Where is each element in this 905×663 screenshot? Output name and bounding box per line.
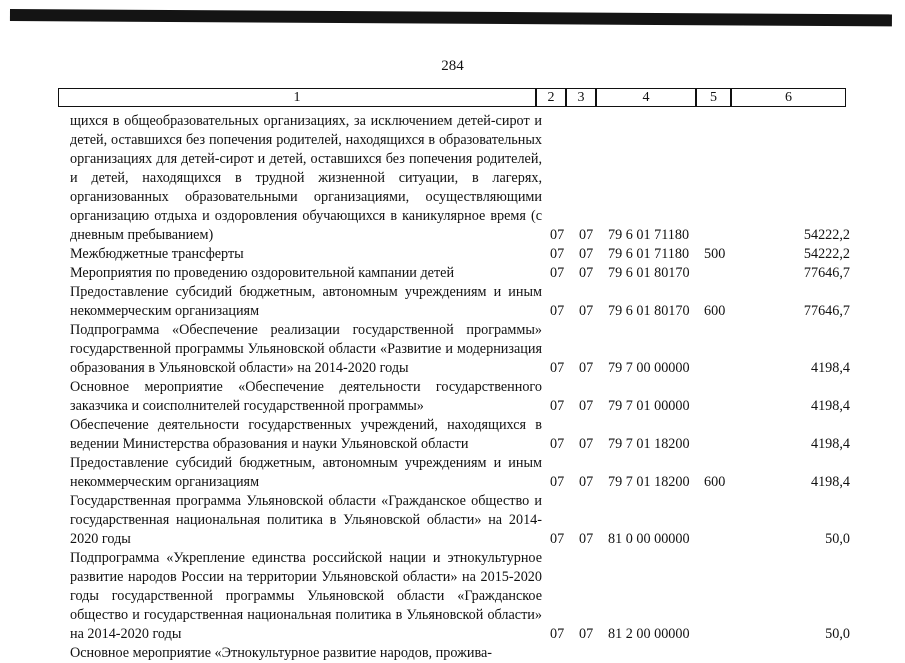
row-target-code: 79 6 01 80170	[608, 265, 690, 281]
row-section: 07	[550, 360, 565, 376]
header-col-6: 6	[731, 88, 846, 107]
row-description: Государственная программа Ульяновской области «Гражданское общество и государственная национальная политика в Ульяновской области» на 2014-2020 годы	[70, 493, 542, 547]
page-number: 284	[441, 58, 464, 74]
row-target-code: 79 6 01 71180	[608, 227, 690, 243]
row-subsection: 07	[579, 436, 594, 452]
table-row	[70, 321, 905, 378]
table-row	[70, 112, 905, 245]
row-amount: 4198,4	[810, 474, 850, 490]
row-subsection: 07	[579, 474, 594, 490]
row-section: 07	[550, 531, 565, 547]
row-subsection: 07	[579, 246, 594, 262]
table-row	[70, 454, 905, 492]
header-col-4: 4	[596, 88, 696, 107]
row-target-code: 81 2 00 00000	[608, 626, 690, 642]
row-section: 07	[550, 246, 565, 262]
row-description: Предоставление субсидий бюджетным, автономным учреждениям и иным некоммерческим организациям	[70, 455, 542, 490]
row-section: 07	[550, 303, 565, 319]
row-expense-type: 500	[704, 246, 726, 262]
header-col-3: 3	[566, 88, 596, 107]
table-row	[70, 245, 905, 264]
row-description: Основное мероприятие «Обеспечение деятельности государственного заказчика и соисполнителей государственной программы»	[70, 379, 542, 414]
row-description: Межбюджетные трансферты	[70, 246, 244, 262]
row-target-code: 79 6 01 80170	[608, 303, 690, 319]
table-row	[70, 492, 905, 549]
row-amount: 77646,7	[803, 303, 850, 319]
row-subsection: 07	[579, 227, 594, 243]
row-subsection: 07	[579, 360, 594, 376]
row-target-code: 81 0 00 00000	[608, 531, 690, 547]
row-subsection: 07	[579, 398, 594, 414]
row-section: 07	[550, 474, 565, 490]
budget-table	[70, 112, 905, 663]
table-row	[70, 416, 905, 454]
row-section: 07	[550, 265, 565, 281]
row-amount: 54222,2	[803, 246, 850, 262]
row-amount: 4198,4	[810, 360, 850, 376]
row-description: Основное мероприятие «Этнокультурное развитие народов, прожива-	[70, 645, 493, 661]
header-col-2: 2	[536, 88, 566, 107]
row-description: щихся в общеобразовательных организациях, за исключением детей-сирот и детей, оставшихся без попечения родителей, находящихся в образовательных организациях для детей-сирот и детей, оставшихся без попечения родителей, и детей, находящихся в трудной жизненной ситуации, в лагерях, организованных образовательными организациями, осуществляющими организацию отдыха и оздоровления обучающихся в каникулярное время (с дневным пребыванием)	[70, 113, 542, 243]
row-expense-type: 600	[704, 303, 726, 319]
row-subsection: 07	[579, 303, 594, 319]
row-description: Мероприятия по проведению оздоровительной кампании детей	[70, 265, 455, 281]
row-amount: 50,0	[825, 626, 850, 642]
row-target-code: 79 7 01 18200	[608, 474, 690, 490]
row-target-code: 79 7 00 00000	[608, 360, 690, 376]
row-section: 07	[550, 227, 565, 243]
row-section: 07	[550, 436, 565, 452]
scan-top-edge	[10, 9, 892, 26]
row-description: Обеспечение деятельности государственных учреждений, находящихся в ведении Министерства образования и науки Ульяновской области	[70, 417, 542, 452]
row-description: Подпрограмма «Укрепление единства российской нации и этнокультурное развитие народов России на территории Ульяновской области» на 2015-2020 годы государственной программы Ульяновской области «Гражданское общество и государственная национальная политика в Ульяновской области» на 2014-2020 годы	[70, 550, 542, 642]
row-section: 07	[550, 398, 565, 414]
row-amount: 50,0	[825, 531, 850, 547]
row-target-code: 79 7 01 00000	[608, 398, 690, 414]
table-row	[70, 264, 905, 283]
header-col-5: 5	[696, 88, 731, 107]
row-amount: 54222,2	[803, 227, 850, 243]
row-subsection: 07	[579, 531, 594, 547]
row-description: Предоставление субсидий бюджетным, автономным учреждениям и иным некоммерческим организациям	[70, 284, 542, 319]
table-row	[70, 644, 905, 663]
row-target-code: 79 7 01 18200	[608, 436, 690, 452]
row-subsection: 07	[579, 265, 594, 281]
table-row	[70, 549, 905, 644]
row-target-code: 79 6 01 71180	[608, 246, 690, 262]
row-amount: 77646,7	[803, 265, 850, 281]
row-subsection: 07	[579, 626, 594, 642]
table-row	[70, 378, 905, 416]
table-row	[70, 283, 905, 321]
row-description: Подпрограмма «Обеспечение реализации государственной программы» государственной программы Ульяновской области «Развитие и модернизация образования в Ульяновской области» на 2014-2020 годы	[70, 322, 542, 376]
row-amount: 4198,4	[810, 436, 850, 452]
row-amount: 4198,4	[810, 398, 850, 414]
row-expense-type: 600	[704, 474, 726, 490]
row-section: 07	[550, 626, 565, 642]
header-col-1: 1	[58, 88, 536, 107]
